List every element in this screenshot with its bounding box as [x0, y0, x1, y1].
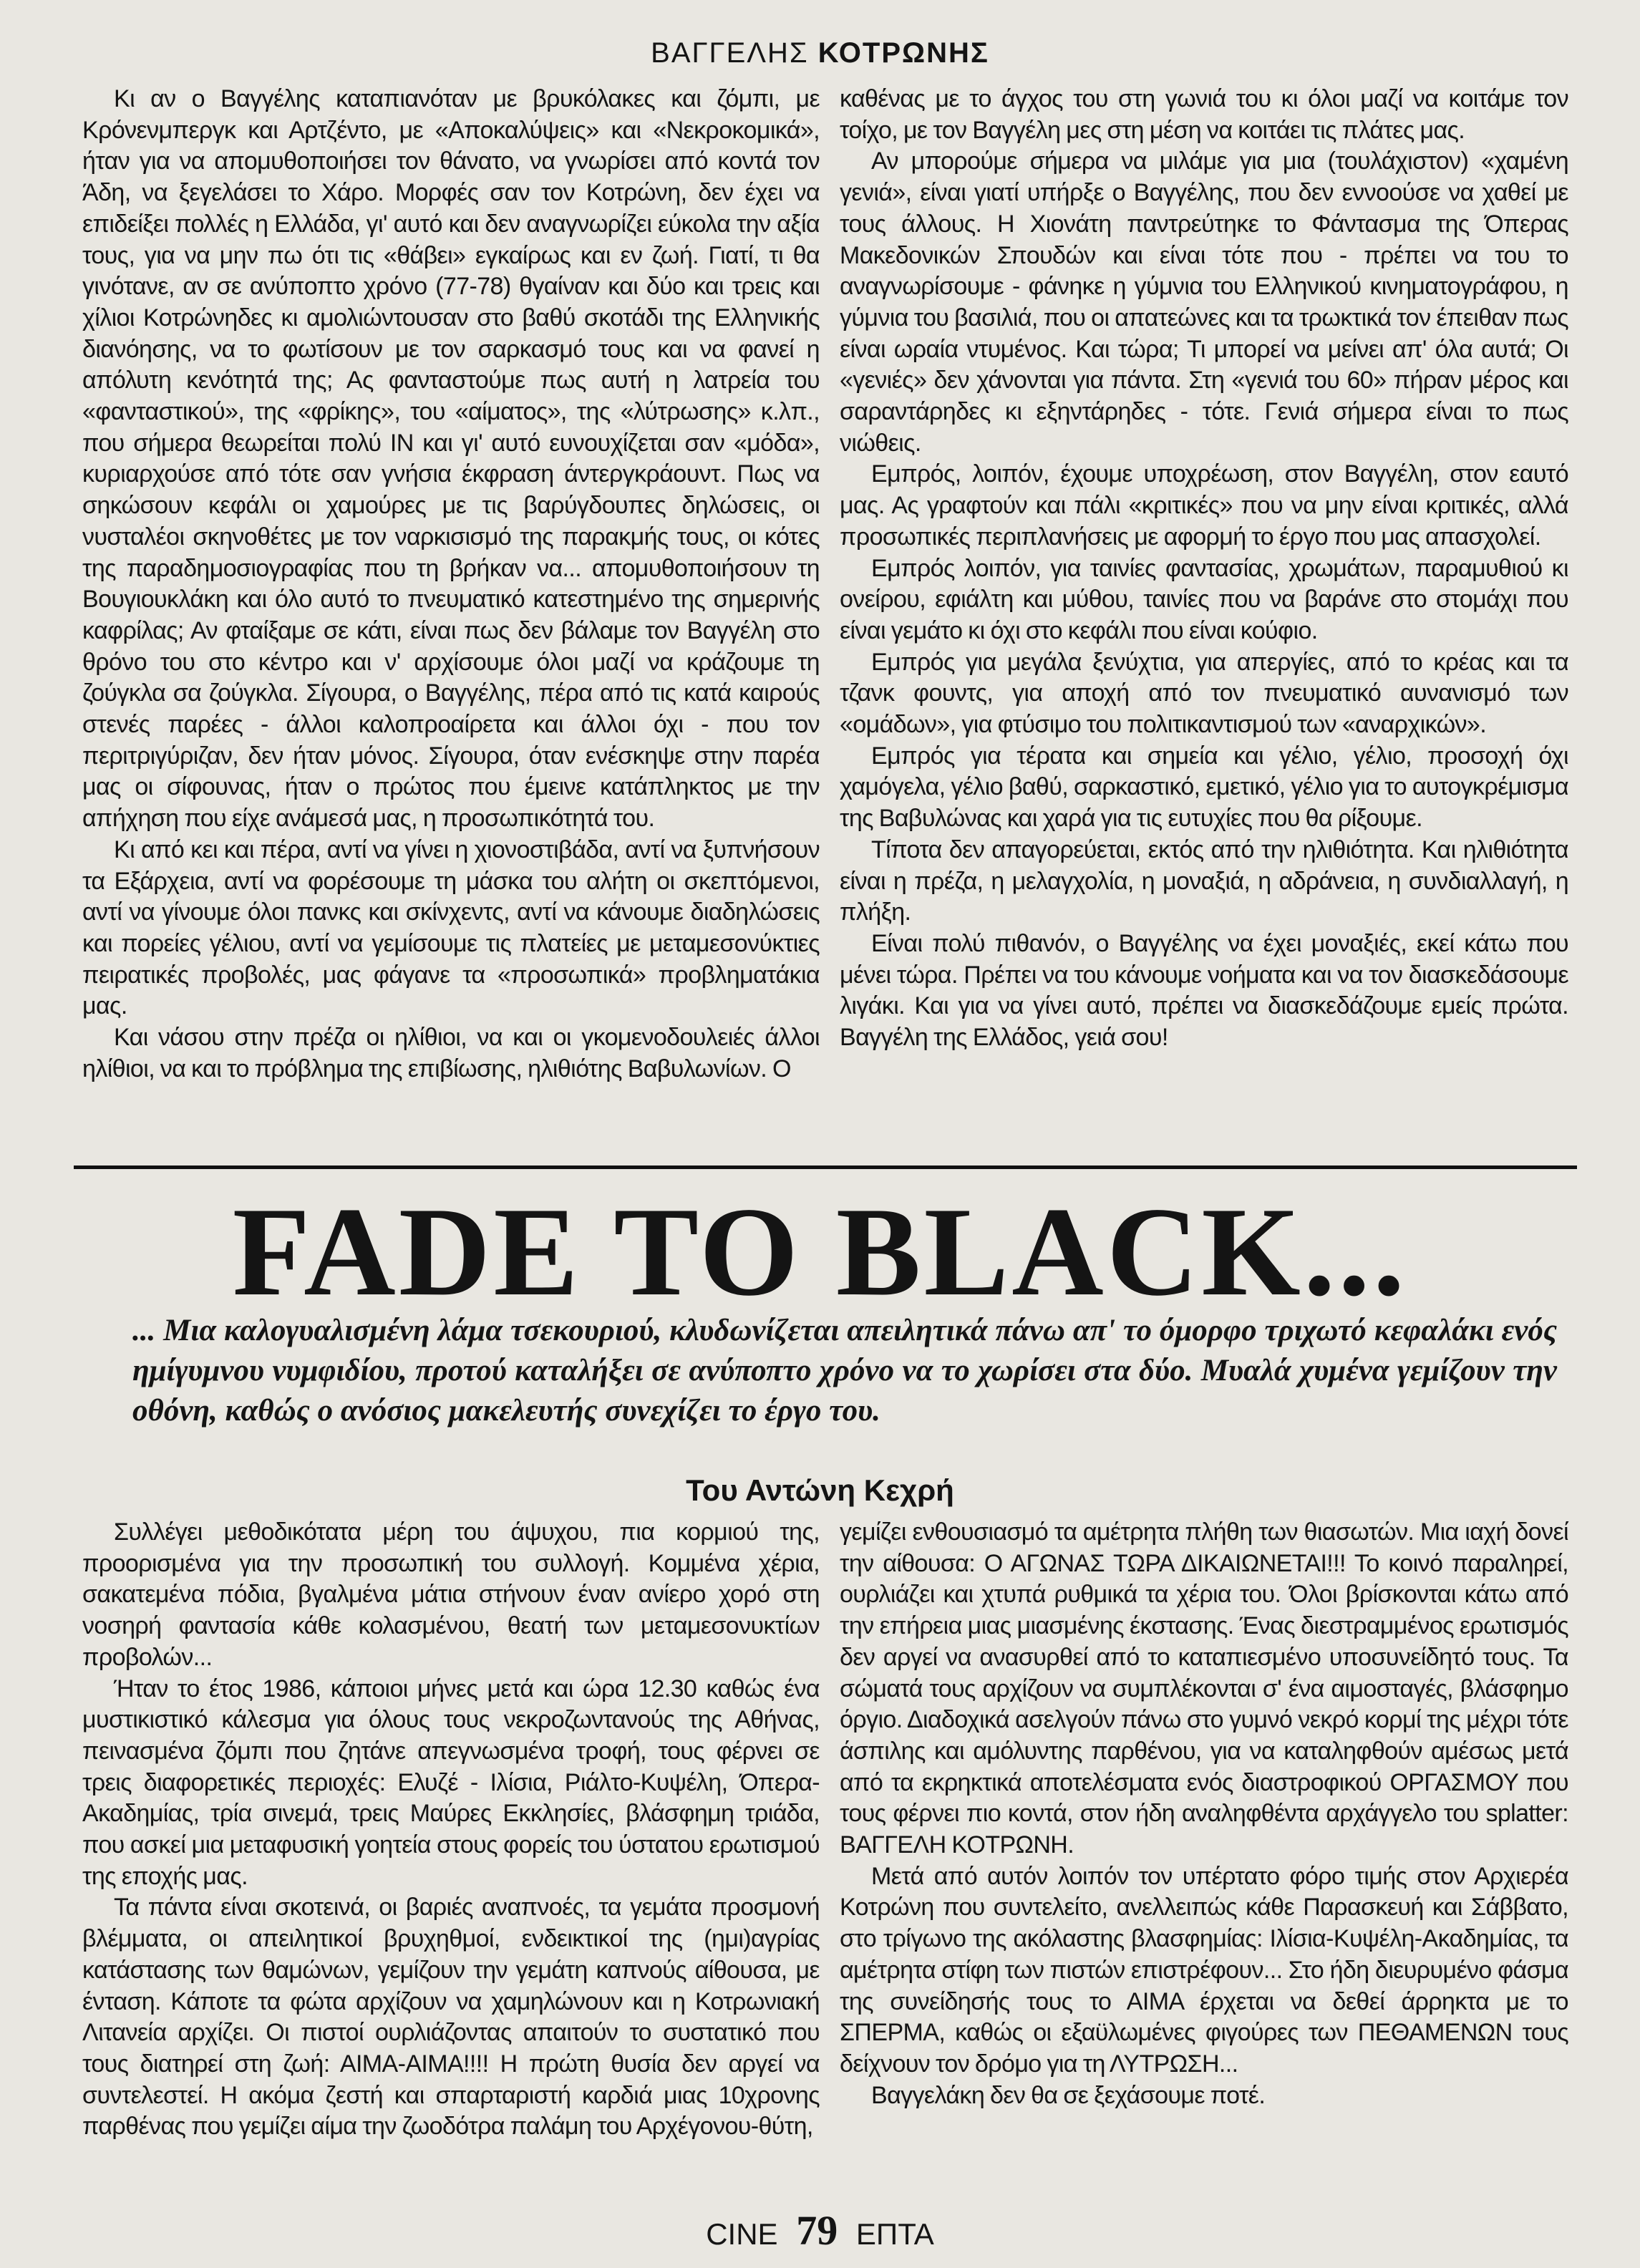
- paragraph: Εμπρός για μεγάλα ξενύχτια, για απεργίες, από το κρέας και τα τζανκ φουντς, για αποχή από τον πνευματικό αυνανισμό των «ομάδων», για φτύσιμο του πολιτικαντισμού των «αναρχικών».: [840, 648, 1568, 739]
- lower-article-column-1: [82, 1517, 820, 2176]
- paragraph: Είναι πολύ πιθανόν, ο Βαγγέλης να έχει μοναξιές, εκεί κάτω που μένει τώρα. Πρέπει να του κάνουμε νοήματα και να τον διασκεδάσουμε λιγάκι. Και για να γίνει αυτό, πρέπει να διασκεδάζουμε εμείς πρώτα. Βαγγέλη της Ελλάδος, γειά σου!: [840, 929, 1568, 1052]
- folio-magazine-right: ΕΠΤΑ: [855, 2217, 934, 2251]
- article-lede: ... Μια καλογυαλισμένη λάμα τσεκουριού, κλυδωνίζεται απειλητικά πάνω απ' το όμορφο τριχωτό κεφαλάκι ενός ημίγυμνου νυμφιδίου, προτού καταλήξει σε ανύποπτο χρόνο να το χωρίσει στα δύο. Μυαλά χυμένα γεμίζουν την οθόνη, καθώς ο ανόσιος μακελευτής συνεχίζει το έργο του.: [132, 1314, 1557, 1428]
- paragraph: Κι από κει και πέρα, αντί να γίνει η χιονοστιβάδα, αντί να ξυπνήσουν τα Εξάρχεια, αντί να φορέσουμε τη μάσκα του αλήτη οι σκεπτόμενοι, αντί να γίνουμε όλοι πανκς και σκίνχεντς, αντί να κάνουμε διαδηλώσεις και πορείες γέλιου, αντί να γεμίσουμε τις πλατείες με μεταμεσονύκτιες πειρατικές προβολές, μας φάγανε τα «προσωπικά» προβληματάκια μας.: [82, 835, 820, 1020]
- section-divider: [74, 1166, 1577, 1169]
- running-head-last-name: ΚΟΤΡΩΝΗΣ: [817, 37, 989, 69]
- paragraph: Ήταν το έτος 1986, κάποιοι μήνες μετά και ώρα 12.30 καθώς ένα μυστικιστικό κάλεσμα για όλους τους νεκροζωντανούς της Αθήνας, πεινασμένα ζόμπι που ζητάνε απεγνωσμένα τροφή, τους φέρνει σε τρεις διαφορετικές περιοχές: Ελυζέ - Ιλίσια, Ριάλτο-Κυψέλη, Όπερα-Ακαδημίας, τρία σινεμά, τρεις Μαύρες Εκκλησίες, βλάσφημη τριάδα, που ασκεί μια μεταφυσική γοητεία στους φορείς του ύστατου ερωτισμού της εποχής μας.: [82, 1675, 820, 1890]
- lower-article-column-2: [840, 1517, 1568, 2176]
- page-folio: [0, 2206, 1640, 2254]
- paragraph: καθένας με το άγχος του στη γωνιά του κι όλοι μαζί να κοιτάμε τον τοίχο, με τον Βαγγέλη μες στη μέση να κοιτάει τις πλάτες μας.: [840, 85, 1568, 144]
- paragraph: Αν μπορούμε σήμερα να μιλάμε για μια (τουλάχιστον) «χαμένη γενιά», είναι γιατί υπήρξε ο Βαγγέλης, που δεν εννοούσε να χαθεί με τους άλλους. Η Χιονάτη παντρεύτηκε το Φάντασμα της Όπερας Μακεδονικών Σπουδών και είναι τότε που - πρέπει να του το αναγνωρίσουμε - φάνηκε η γύμνια του Ελληνικού κινηματογράφου, η γύμνια του βασιλιά, που οι απατεώνες και τα τρωκτικά τον έπειθαν πως είναι ωραία ντυμένος. Και τώρα; Τι μπορεί να μείνει απ' όλα αυτά; Οι «γενιές» δεν χάνονται για πάντα. Στη «γενιά του 60» πήραν μέρος και σαραντάρηδες κι εξηντάρηδες - τότε. Γενιά σήμερα είναι το πως νιώθεις.: [840, 147, 1568, 457]
- upper-article-column-1: [82, 84, 820, 1150]
- paragraph: Εμπρός για τέρατα και σημεία και γέλιο, γέλιο, προσοχή όχι χαμόγελα, γέλιο βαθύ, σαρκαστικό, εμετικό, γέλιο για το αυτογκρέμισμα της Βαβυλώνας και χαρά για τις ευτυχίες που θα ρίξουμε.: [840, 742, 1568, 833]
- paragraph: Τίποτα δεν απαγορεύεται, εκτός από την ηλιθιότητα. Και ηλιθιότητα είναι η πρέζα, η μελαγχολία, η μοναξιά, η αδράνεια, η συνδιαλλαγή, η πλήξη.: [840, 835, 1568, 926]
- article-headline: FADE TO BLACK...: [232, 1181, 1408, 1322]
- paragraph: Τα πάντα είναι σκοτεινά, οι βαριές αναπνοές, τα γεμάτα προσμονή βλέμματα, οι απειλητικοί βρυχηθμοί, ενδεικτικοί της (ημι)αγρίας κατάστασης των θαμώνων, γεμίζουν την γεμάτη καπνούς αίθουσα, με ένταση. Κάποτε τα φώτα αρχίζουν να χαμηλώνουν και η Κοτρωνιακή Λιτανεία αρχίζει. Οι πιστοί ουρλιάζοντας απαιτούν το συστατικό που τους διατηρεί στη ζωή: ΑΙΜΑ-ΑΙΜΑ!!!! Η πρώτη θυσία δεν αργεί να συντελεστεί. Η ακόμα ζεστή και σπαρταριστή καρδιά μιας 10χρονης παρθένας που γεμίζει αίμα την ζωοδότρα παλάμη του Αρχέγονου-θύτη,: [82, 1894, 820, 2141]
- paragraph: γεμίζει ενθουσιασμό τα αμέτρητα πλήθη των θιασωτών. Μια ιαχή δονεί την αίθουσα: Ο ΑΓΩΝΑΣ ΤΩΡΑ ΔΙΚΑΙΩΝΕΤΑΙ!!! Το κοινό παραληρεί, ουρλιάζει και χτυπά ρυθμικά τα χέρια του. Όλοι βρίσκονται κάτω από την επήρεια μιας μιασμένης έκστασης. Ένας διεστραμμένος ερωτισμός δεν αργεί να ανασυρθεί από το καταπιεσμένο υποσυνείδητό τους. Τα σώματά τους αρχίζουν να συμπλέκονται σ' ένα αιμοσταγές, βλάσφημο όργιο. Διαδοχικά ασελγούν πάνω στο γυμνό νεκρό κορμί της μέχρι τότε άσπιλης και αμόλυντης παρθένου, για να καταληφθούν αμέσως μετά από τα εκρηκτικά αποτελέσματα ενός διαστροφικού ΟΡΓΑΣΜΟΥ που τους φέρνει πιο κοντά, στον ήδη αναληφθέντα αρχάγγελο του splatter: ΒΑΓΓΕΛΗ ΚΟΤΡΩΝΗ.: [840, 1518, 1568, 1859]
- page-number: 79: [796, 2207, 838, 2254]
- running-head: [0, 37, 1640, 69]
- upper-article-column-2: [840, 84, 1568, 1150]
- folio-magazine-left: CINE: [706, 2217, 778, 2251]
- running-head-first-name: ΒΑΓΓΕΛΗΣ: [651, 37, 809, 69]
- paragraph: Και νάσου στην πρέζα οι ηλίθιοι, να και οι γκομενοδουλειές άλλοι ηλίθιοι, να και το πρόβλημα της επιβίωσης, ηλιθιότης Βαβυλωνίων. Ο: [82, 1024, 820, 1082]
- article-byline: Του Αντώνη Κεχρή: [686, 1473, 954, 1507]
- paragraph: Εμπρός, λοιπόν, έχουμε υποχρέωση, στον Βαγγέλη, στον εαυτό μας. Ας γραφτούν και πάλι «κριτικές» που να μην είναι κριτικές, αλλά προσωπικές περιπλανήσεις με αφορμή το έργο που μας απασχολεί.: [840, 460, 1568, 551]
- paragraph: Κι αν ο Βαγγέλης καταπιανόταν με βρυκόλακες και ζόμπι, με Κρόνενμπεργκ και Αρτζέντο, με «Αποκαλύψεις» και «Νεκροκομικά», ήταν για να απομυθοποιήσει τον θάνατο, να γνωρίσει από κοντά τον Άδη, να ξεγελάσει το Χάρο. Μορφές σαν τον Κοτρώνη, δεν έχει να επιδείξει πολλές η Ελλάδα, γι' αυτό και δεν αναγνωρίζει εύκολα την αξία τους, για να μην πω ότι τις «θάβει» εγκαίρως και εν ζωή. Γιατί, τι θα γινότανε, αν σε ανύποπτο χρόνο (77-78) θγαίναν και δύο και τρεις και χίλιοι Κοτρώνηδες κι αμολιώντουσαν στο βαθύ σκοτάδι της Ελληνικής διανόησης, να το φωτίσουν με τον σαρκασμό τους και να φανεί η απόλυτη κενότητά της; Ας φανταστούμε πως αυτή η λατρεία του «φανταστικού», της «φρίκης», του «αίματος», της «λύτρωσης» κ.λπ., που σήμερα θεωρείται πολύ ΙΝ και γι' αυτό ευνουχίζεται σαν «μόδα», κυριαρχούσε από τότε σαν γνήσια έκφραση άντεργκράουντ. Πως να σηκώσουν κεφάλι οι χαμούρες με τις βαρύγδουπες δηλώσεις, οι νυσταλέοι σκηνοθέτες με τον ναρκισισμό της παρακμής τους, οι κότες της παραδημοσιογραφίας που τη βρήκαν να... απομυθοποιήσουν τη Βουγιουκλάκη και όλο αυτό το πνευματικό κατεστημένο της σημερινής καφρίλας; Αν φταίξαμε σε κάτι, είναι πως δεν βάλαμε τον Βαγγέλη στο θρόνο του στο κέντρο και ν' αρχίσουμε όλοι μαζί να κράζουμε τη ζούγκλα σα ζούγκλα. Σίγουρα, ο Βαγγέλης, πέρα από τις κατά καιρούς στενές παρέες - άλλοι καλοπροαίρετα και άλλοι όχι - που τον περιτριγύριζαν, δεν ήταν μόνος. Σίγουρα, όταν ενέσκηψε στην παρέα μας οι σίφουνας, ήταν ο πρώτος που έμεινε κατάπληκτος με την απήχηση που είχε ανάμεσά μας, η προσωπικότητά του.: [82, 85, 820, 833]
- paragraph: Συλλέγει μεθοδικότατα μέρη του άψυχου, πια κορμιού της, προορισμένα για την προσωπική του συλλογή. Κομμένα χέρια, σακατεμένα πόδια, βγαλμένα μάτια στήνουν έναν ανίερο χορό στη νοσηρή φαντασία κάθε κολασμένου, θεατή των μεταμεσονυκτίων προβολών...: [82, 1518, 820, 1671]
- paragraph: Εμπρός λοιπόν, για ταινίες φαντασίας, χρωμάτων, παραμυθιού κι ονείρου, εφιάλτη και μύθου, ταινίες που να βαράνε στο στομάχι που είναι γεμάτο κι όχι στο κεφάλι που είναι κούφιο.: [840, 554, 1568, 644]
- paragraph: Μετά από αυτόν λοιπόν τον υπέρτατο φόρο τιμής στον Αρχιερέα Κοτρώνη που συντελείτο, ανελλειπώς κάθε Παρασκευή και Σάββατο, στο τρίγωνο της ακόλαστης βλασφημίας: Ιλίσια-Κυψέλη-Ακαδημίας, τα αμέτρητα στίφη των πιστών επιστρέφουν... Στο ήδη διευρυμένο φάσμα της συνείδησής τους το ΑΙΜΑ έρχεται να δεθεί άρρηκτα με το ΣΠΕΡΜΑ, καθώς οι εξαϋλωμένες φιγούρες των ΠΕΘΑΜΕΝΩΝ τους δείχνουν τον δρόμο για τη ΛΥΤΡΩΣΗ...: [840, 1862, 1568, 2078]
- paragraph: Βαγγελάκη δεν θα σε ξεχάσουμε ποτέ.: [871, 2081, 1266, 2109]
